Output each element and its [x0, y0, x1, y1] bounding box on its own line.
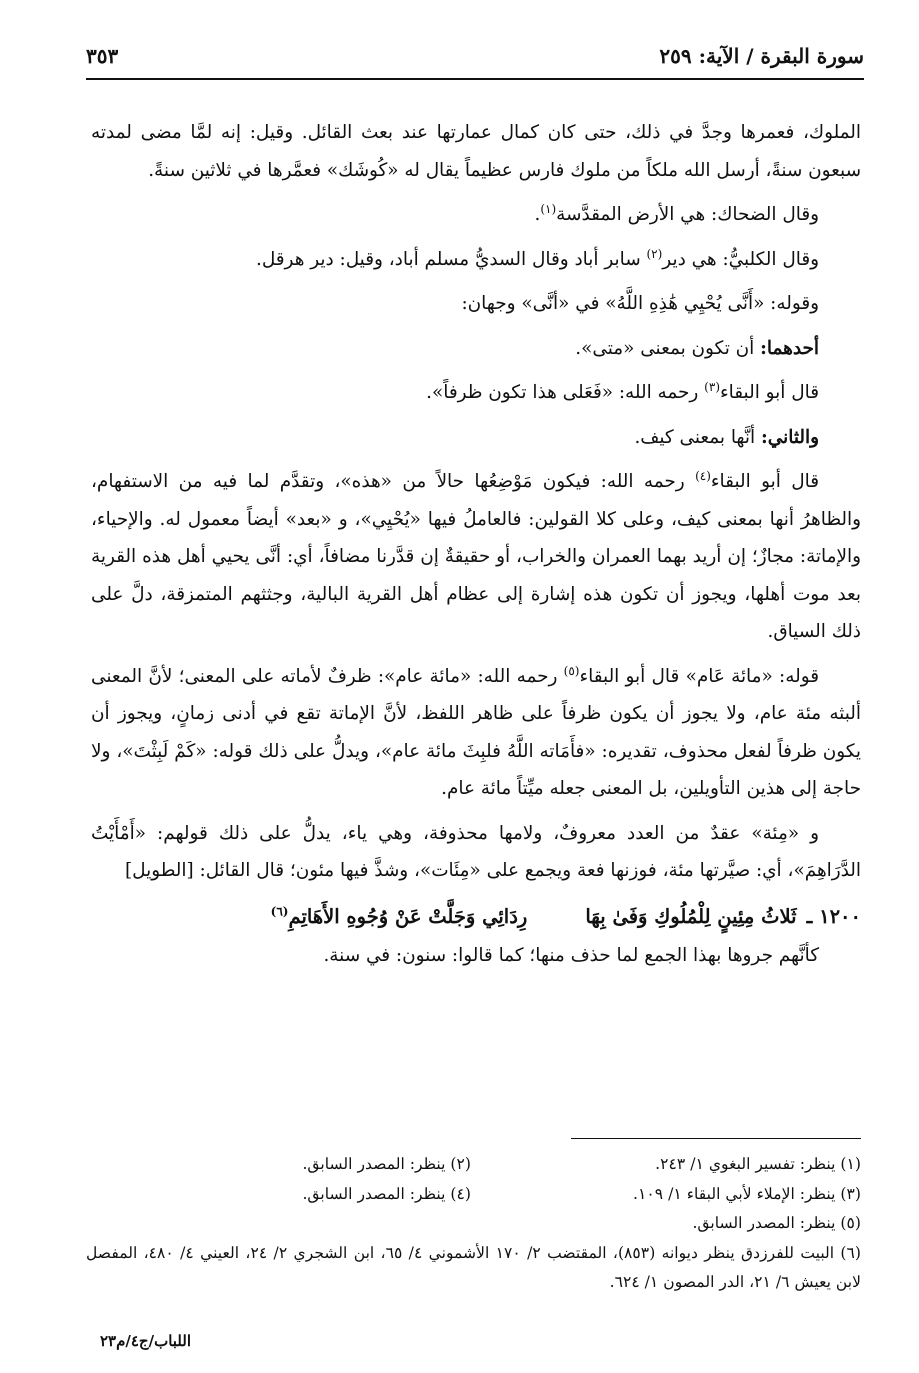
page-number: ٣٥٣: [86, 44, 119, 68]
poetry-verse: [91, 897, 861, 937]
main-text: [91, 114, 861, 981]
paragraph-mia-aam: قوله: «مائة عَام» قال أبو البقاء$^{(٥)}$ رحمه الله: «مائة عام»: ظرفٌ لأماته على المعنى؛ لأنَّ المعنى ألبثه مئة عام، ولا يجوز أن يكون ظرفاً على ظاهر اللفظ، لأنَّ الإماتة تقع في أدنى زمانٍ، ويجوز أن يكون ظرفاً لفعل محذوف، تقديره: «فأَمَاته اللَّهُ فلبِثَ مائة عام»، ويدلُّ على ذلك قوله: «كَمْ لَبِثْتَ»، ولا حاجة إلى هذين التأويلين، بل المعنى جعله ميِّتاً مائة عام.: [91, 663, 861, 799]
footnote-5: (٥) ينظر: المصدر السابق.: [692, 1214, 861, 1232]
paragraph-abu-baqa-1: قال أبو البقاء$^{(٣)}$ رحمه الله: «فَعَلى هذا تكون ظرفاً».: [426, 379, 819, 403]
footnote-row: [86, 1180, 861, 1210]
footnote-3: (٣) ينظر: الإملاء لأبي البقاء ١/ ١٠٩.: [633, 1184, 861, 1203]
footnote-ref-2: (٢): [646, 246, 663, 261]
footnote-separator: [571, 1138, 861, 1139]
paragraph-first-aspect: أحدهما: أن تكون بمعنى «متى».: [575, 337, 819, 359]
footnote-ref-4: (٤): [695, 468, 711, 483]
footnote-ref-5: (٥): [563, 663, 580, 678]
paragraph-kalbi: وقال الكلبيُّ: هي دير$^{(٢)}$ سابر أباد وقال السديُّ مسلم أباد، وقيل: دير هرقل.: [255, 246, 819, 270]
footnote-ref-3: (٣): [704, 379, 720, 394]
second-aspect-label: والثاني:: [761, 426, 819, 448]
paragraph-after-verse: كأنَّهم جروها بهذا الجمع لما حذف منها؛ كما قالوا: سنون: في سنة.: [323, 944, 819, 966]
footnote-1: (١) ينظر: تفسير البغوي ١/ ٢٤٣.: [655, 1155, 861, 1173]
verse-hemistich-2: رِدَائِي وَجَلَّتْ عَنْ وُجُوهِ الأَهَاتِمِ$^{(٦)}$: [270, 904, 528, 928]
first-aspect-label: أحدهما:: [760, 337, 819, 359]
footnote-6: (٦) البيت للفرزدق ينظر ديوانه (٨٥٣)، المقتضب ٢/ ١٧٠ الأشموني ٤/ ٦٥، ابن الشجري ٢/ ٢٤، العيني ٤/ ٤٨٠، المفصل لابن يعيش ٦/ ٢١، الدر المصون ١/ ٦٢٤.: [86, 1243, 862, 1291]
surah-reference: سورة البقرة / الآية: ٢٥٩: [659, 44, 864, 68]
footnote-ref-6: (٦): [270, 904, 289, 918]
verse-hemistich-1: ثَلاثُ مِئِينٍ لِلْمُلُوكِ وَفَىٰ بِهَا: [585, 904, 797, 928]
paragraph-second-aspect: والثاني: أنَّها بمعنى كيف.: [634, 426, 819, 448]
paragraph-mia-number: و «مِئة» عقدٌ من العدد معروفٌ، ولامها محذوفة، وهي ياء، يدلُّ على ذلك قولهم: «أَمْأَيْتُ الدَّرَاهِمَ»، أي: صيَّرتها مئة، فوزنها فعة ويجمع على «مِئَات»، وشذَّ فيها مئون؛ قال القائل: [الطويل]: [91, 822, 861, 881]
footnote-row: [86, 1150, 861, 1180]
footnote-4: (٤) ينظر: المصدر السابق.: [302, 1184, 471, 1203]
footnote-2: (٢) ينظر: المصدر السابق.: [302, 1155, 471, 1173]
paragraph-anna: وقوله: «أَنَّى يُحْيِي هَٰذِهِ اللَّهُ» في «أنَّى» وجهان:: [461, 293, 819, 314]
paragraph-1: الملوك، فعمرها وجدَّ في ذلك، حتى كان كمال عمارتها عند بعث القائل. وقيل: إنه لمَّا مضى لمدته سبعون سنةً، أرسل الله ملكاً من ملوك فارس عظيماً يقال له «كُوشَك» فعمَّرها في ثلاثين سنةً.: [91, 122, 861, 181]
volume-signature: اللباب/ج٤/م٢٣: [99, 1332, 191, 1350]
running-header: [86, 44, 864, 80]
paragraph-abu-baqa-2: قال أبو البقاء$^{(٤)}$ رحمه الله: فيكون مَوْضِعُها حالاً من «هذه»، وتقدَّم لما فيه من الاستفهام، والظاهرُ أنها بمعنى كيف، وعلى كلا القولين: فالعاملُ فيها «يُحْيِي»، و «بعد» أيضاً معمول له. والإحياء، والإماتة: مجازٌ؛ إن أريد بهما العمران والخراب، أو حقيقةٌ إن قدَّرنا مضافاً، أي: أنَّى يحيي أهل هذه القرية بعد موت أهلها، ويجوز أن تكون هذه إشارة إلى عظام أهل القرية البالية، وجثثهم المتمزقة، دلَّ على ذلك السياق.: [91, 468, 861, 642]
footnote-ref-1: (١): [540, 201, 557, 216]
paragraph-dahhak: وقال الضحاك: هي الأرض المقدَّسة$^{(١)}$.: [534, 201, 819, 225]
footnotes: [86, 1150, 861, 1298]
verse-number: ١٢٠٠ ـ: [806, 904, 861, 928]
